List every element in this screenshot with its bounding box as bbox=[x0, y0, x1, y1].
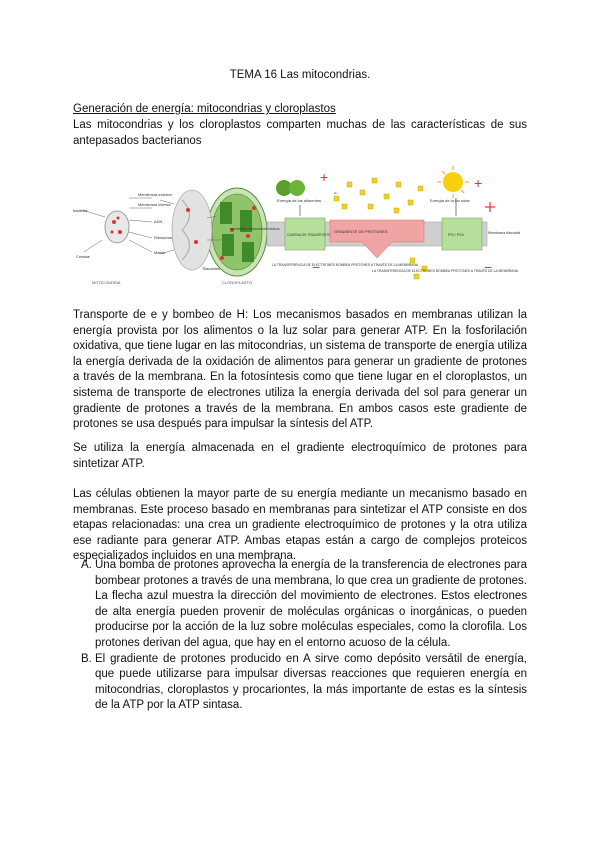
caption-electron-transfer-right: LA TRANSFERENCIA DE ELECTRONES BOMBEA PROTONES A TRAVÉS DE LA MEMBRANA bbox=[372, 269, 519, 273]
list-item-text: El gradiente de protones producido en A sirve como depósito versátil de energía, que puede utilizarse para impulsar diversas reacciones que requieren energía en mitocondrias, cloroplastos y procariontes, la más importante de estas es la síntesis de la ATP por la ATP sintasa. bbox=[95, 652, 527, 712]
organelles-figure bbox=[72, 160, 528, 300]
plus-sign-left: + bbox=[320, 169, 329, 185]
list-marker: A. bbox=[81, 559, 92, 571]
section-heading: Generación de energía: mitocondrias y cloroplastos bbox=[73, 103, 336, 115]
intro-paragraph: Las mitocondrias y los cloroplastos comparten muchas de las características de sus antepasados bacterianos bbox=[73, 119, 527, 147]
label-proton-gradient: GRADIENTE DE PROTONES bbox=[334, 229, 388, 234]
minus-sign-left: − bbox=[312, 259, 321, 275]
label-thylakoid-membrane: Membrana tilacoidal bbox=[488, 231, 521, 235]
caption-mitochondria: MITOCONDRIA bbox=[92, 280, 121, 285]
plus-sign-right: + bbox=[474, 175, 483, 191]
list-item bbox=[73, 558, 527, 652]
cells-paragraph: Las células obtienen la mayor parte de su energía mediante un mecanismo basado en membranas. Este proceso basado en membranas para sintetizar el ATP consiste en dos etapas relacionadas: una crea un gradiente electroquímico de protones y la otra utiliza ese radiante para generar ATP. Ambas etapas están a cargo de complejos proteicos especializados incluidos en una membrana. bbox=[73, 488, 527, 563]
label-inner-mito-membrane: membrana mitocondrial interna bbox=[230, 227, 280, 231]
minus-sign-right: − bbox=[484, 259, 493, 275]
list-item bbox=[73, 652, 527, 714]
label-bacteria: bacteria bbox=[73, 208, 88, 213]
label-dna: ADN bbox=[154, 219, 163, 224]
document-title: TEMA 16 Las mitocondrias. bbox=[229, 69, 371, 81]
label-cristae: Crestas bbox=[76, 254, 90, 259]
label-outer-membrane: Membrana externa bbox=[138, 192, 172, 197]
label-food-energy: Energía de los alimentos bbox=[277, 198, 322, 203]
list-marker: B. bbox=[81, 652, 92, 665]
caption-electron-transfer-left: LA TRANSFERENCIA DE ELECTRONES BOMBEA PROTONES A TRAVÉS DE LA MEMBRANA bbox=[272, 263, 419, 267]
stages-list bbox=[73, 558, 527, 714]
label-inner-membrane: Membrana interna bbox=[138, 202, 171, 207]
list-item-text: Una bomba de protones aprovecha la energía de la transferencia de electrones para bombear protones a través de una membrana, lo que crea un gradiente de protones. La flecha azul muestra la dirección del movimiento de electrones. Estos electrones de alta energía pueden provenir de moléculas orgánicas o inorgánicas, o pueden producirse por la acción de la luz sobre moléculas especiales, como la clorofila. Los protones derivan del agua, que hay en el entorno acuoso de la célula. bbox=[95, 559, 527, 649]
label-ribosome: Ribosoma bbox=[154, 235, 173, 240]
label-thylakoid: Tilacoides bbox=[202, 266, 220, 271]
chloroplast-illustration bbox=[160, 188, 267, 276]
gradient-paragraph: Se utiliza la energía almacenada en el gradiente electroquímico de protones para sintetizar ATP. bbox=[73, 442, 527, 470]
transport-paragraph: Transporte de e y bombeo de H: Los mecanismos basados en membranas utilizan la energía provista por los alimentos o la luz solar para generar ATP. En la fosforilación oxidativa, que tiene lugar en las mitocondrias, un sistema de transporte de energía utiliza la energía derivada de la oxidación de alimentos para generar un gradiente de protones a través de la membrana. En la fotosíntesis como que tiene lugar en el cloroplastos, un sistema de transporte de electrones utiliza la energía derivada del sol para generar un gradiente de protones a través de la membrana. En ambos casos este gradiente de protones se usa después para impulsar la síntesis del ATP. bbox=[73, 309, 527, 431]
caption-chloroplast: CLOROPLASTO bbox=[222, 280, 252, 285]
label-sun-energy: Energía de la luz solar bbox=[430, 198, 470, 203]
label-photosystem: PSI / PSII bbox=[448, 233, 464, 237]
label-transport-chain: CADENA DE TRANSPORTE bbox=[287, 233, 331, 237]
label-matrix: Matriz bbox=[154, 250, 165, 255]
proton-label: H+ bbox=[334, 191, 338, 195]
